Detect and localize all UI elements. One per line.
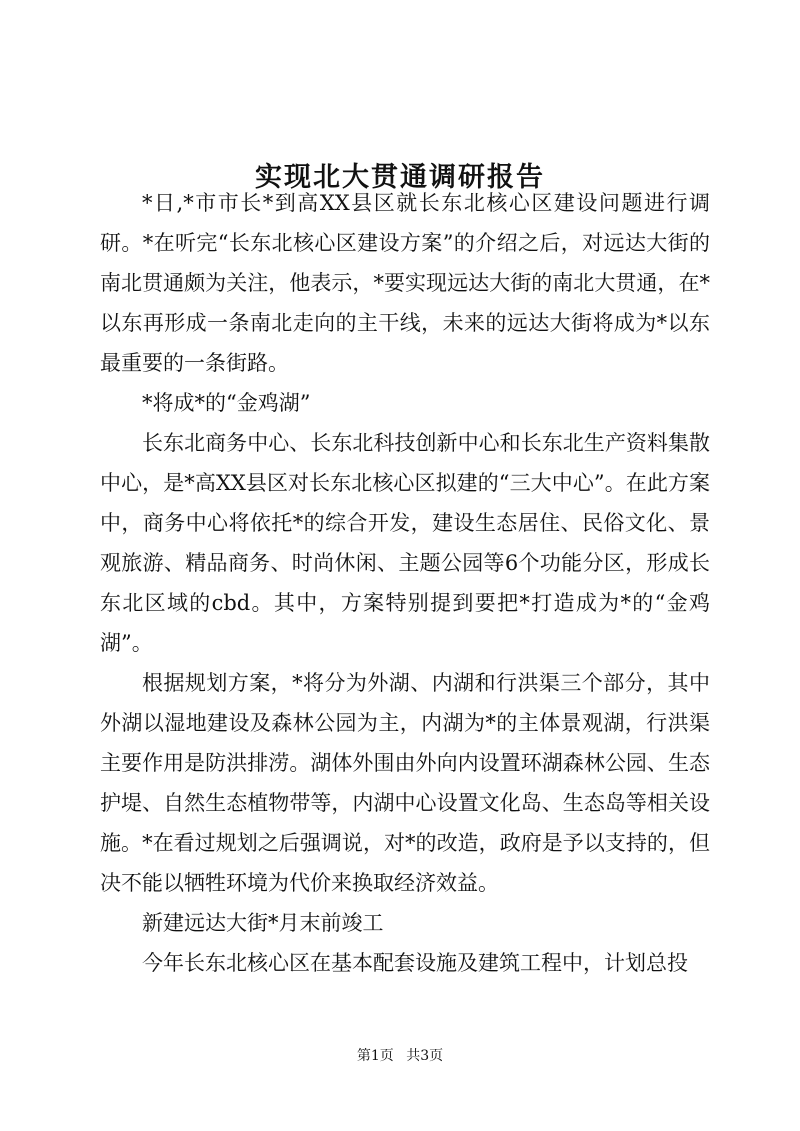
paragraph: 根据规划方案，*将分为外湖、内湖和行洪渠三个部分，其中外湖以湿地建设及森林公园为主，内湖为*的主体景观湖，行洪渠主要作用是防洪排涝。湖体外围由外向内设置环湖森林公园、生态护堤、自然生态植物带等，内湖中心设置文化岛、生态岛等相关设施。*在看过规划之后强调说，对*的改造，政府是予以支持的，但决不能以牺牲环境为代价来换取经济效益。 [100,671,710,895]
paragraph: *日,*市市长*到高XX县区就长东北核心区建设问题进行调研。*在听完“长东北核心区建设方案”的介绍之后，对远达大街的南北贯通颇为关注，他表示，*要实现远达大街的南北大贯通，在*以东再形成一条南北走向的主干线，未来的远达大街将成为*以东最重要的一条街路。 [100,191,710,375]
page-number: 第1页 [356,1048,394,1064]
document-title: 实现北大贯通调研报告 [255,162,545,194]
section-heading: *将成*的“金鸡湖” [142,391,311,415]
section-heading: 新建远达大街*月末前竣工 [142,911,384,935]
paragraph: 长东北商务中心、长东北科技创新中心和长东北生产资料集散中心，是*高XX县区对长东北核心区拟建的“三大中心”。在此方案中，商务中心将依托*的综合开发，建设生态居住、民俗文化、景观旅游、精品商务、时尚休闲、主题公园等6个功能分区，形成长东北区域的cbd。其中，方案特别提到要把*打造成为*的“金鸡湖”。 [100,431,710,655]
paragraph: 今年长东北核心区在基本配套设施及建筑工程中，计划总投 [142,951,688,975]
page-footer [0,1046,800,1066]
page-total: 共3页 [406,1048,444,1064]
document-body [100,183,710,983]
